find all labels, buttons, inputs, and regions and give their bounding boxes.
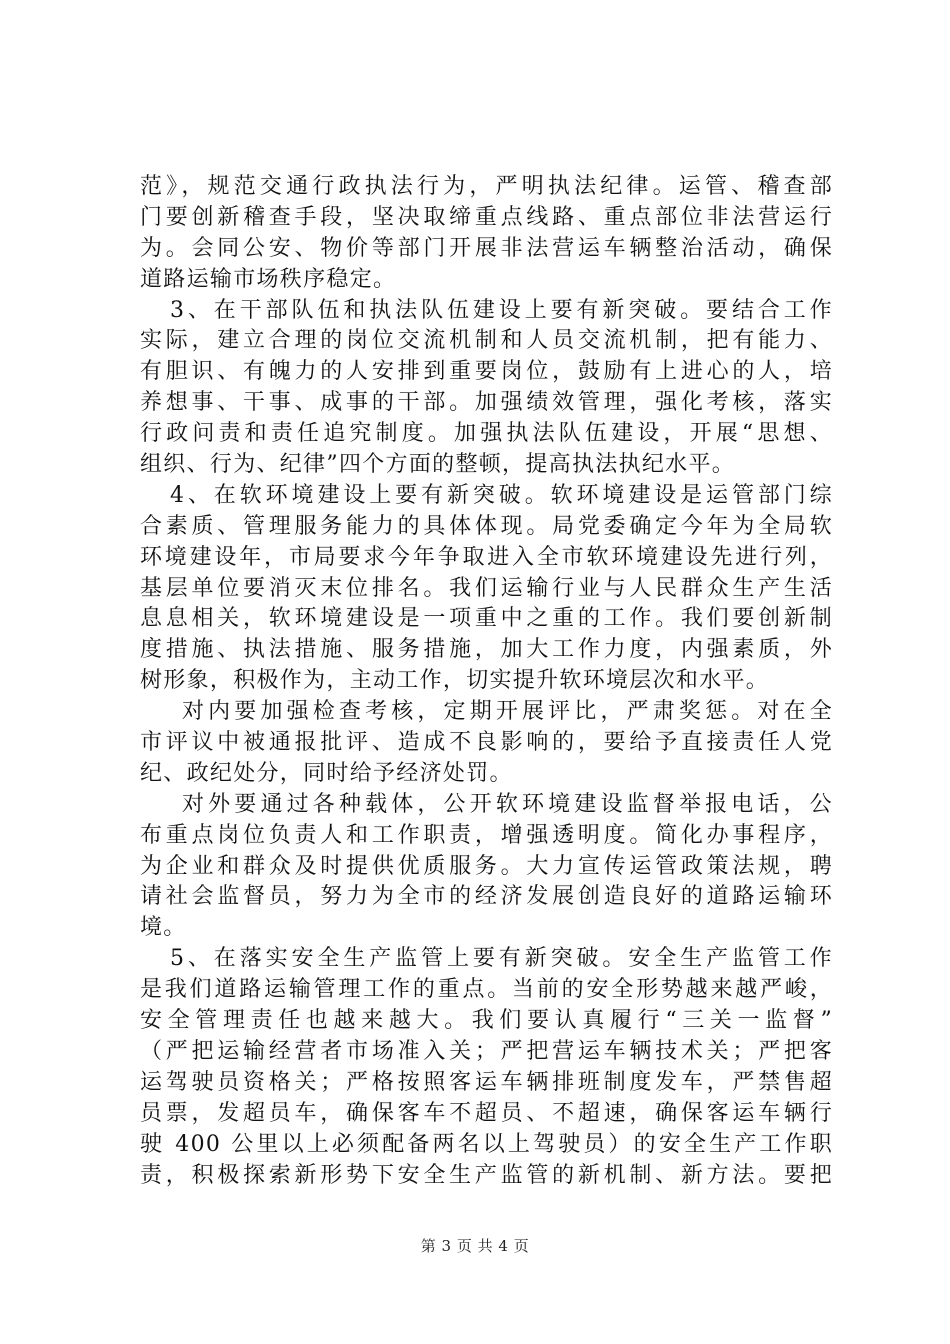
text-line: 息息相关，软环境建设是一项重中之重的工作。我们要创新制 bbox=[140, 606, 833, 632]
text-line: 实际，建立合理的岗位交流机制和人员交流机制，把有能力、 bbox=[140, 328, 833, 354]
text-line: 员票，发超员车，确保客车不超员、不超速，确保客运车辆行 bbox=[140, 1100, 833, 1126]
text-line: 基层单位要消灭末位排名。我们运输行业与人民群众生产生活 bbox=[140, 575, 833, 601]
text-line: 4、在软环境建设上要有新突破。软环境建设是运管部门综 bbox=[170, 482, 833, 508]
text-line: 5、在落实安全生产监管上要有新突破。安全生产监管工作 bbox=[170, 946, 833, 972]
text-line: 道路运输市场秩序稳定。 bbox=[140, 266, 397, 292]
text-line: 市评议中被通报批评、造成不良影响的，要给予直接责任人党 bbox=[140, 730, 833, 756]
text-line: 对外要通过各种载体，公开软环境建设监督举报电话，公 bbox=[182, 791, 833, 817]
text-line: 对内要加强检查考核，定期开展评比，严肃奖惩。对在全 bbox=[182, 699, 833, 725]
text-line: 为企业和群众及时提供优质服务。大力宣传运管政策法规，聘 bbox=[140, 853, 833, 879]
text-line: 境。 bbox=[140, 915, 187, 941]
text-line: 布重点岗位负责人和工作职责，增强透明度。简化办事程序， bbox=[140, 822, 833, 848]
page-footer: 第 3 页 共 4 页 bbox=[420, 1237, 530, 1255]
text-line: 请社会监督员，努力为全市的经济发展创造良好的道路运输环 bbox=[140, 884, 833, 910]
text-line: 门要创新稽查手段，坚决取缔重点线路、重点部位非法营运行 bbox=[140, 204, 833, 230]
text-line: 合素质、管理服务能力的具体体现。局党委确定今年为全局软 bbox=[140, 513, 833, 539]
text-line: 责，积极探索新形势下安全生产监管的新机制、新方法。要把 bbox=[140, 1162, 833, 1188]
text-line: 为。会同公安、物价等部门开展非法营运车辆整治活动，确保 bbox=[140, 235, 833, 261]
text-line: 组织、行为、纪律”四个方面的整顿，提高执法执纪水平。 bbox=[140, 452, 736, 478]
text-line: 养想事、干事、成事的干部。加强绩效管理，强化考核，落实 bbox=[140, 390, 833, 416]
document-body bbox=[140, 172, 833, 1191]
text-line: 驶 400 公里以上必须配备两名以上驾驶员）的安全生产工作职 bbox=[140, 1131, 833, 1157]
text-line: 运驾驶员资格关；严格按照客运车辆排班制度发车，严禁售超 bbox=[140, 1069, 833, 1095]
text-line: 有胆识、有魄力的人安排到重要岗位，鼓励有上进心的人，培 bbox=[140, 359, 833, 385]
text-line: 纪、政纪处分，同时给予经济处罚。 bbox=[140, 760, 513, 786]
text-line: 3、在干部队伍和执法队伍建设上要有新突破。要结合工作 bbox=[170, 297, 833, 323]
text-line: 度措施、执法措施、服务措施，加大工作力度，内强素质，外 bbox=[140, 637, 833, 663]
text-line: 行政问责和责任追究制度。加强执法队伍建设，开展“思想、 bbox=[140, 421, 833, 447]
text-line: 环境建设年，市局要求今年争取进入全市软环境建设先进行列， bbox=[140, 544, 833, 570]
text-line: 安全管理责任也越来越大。我们要认真履行“三关一监督” bbox=[140, 1008, 833, 1034]
text-line: （严把运输经营者市场准入关；严把营运车辆技术关；严把客 bbox=[140, 1038, 833, 1064]
text-line: 范》，规范交通行政执法行为，严明执法纪律。运管、稽查部 bbox=[140, 174, 833, 199]
text-line: 树形象，积极作为，主动工作，切实提升软环境层次和水平。 bbox=[140, 668, 770, 694]
text-line: 是我们道路运输管理工作的重点。当前的安全形势越来越严峻， bbox=[140, 977, 833, 1003]
